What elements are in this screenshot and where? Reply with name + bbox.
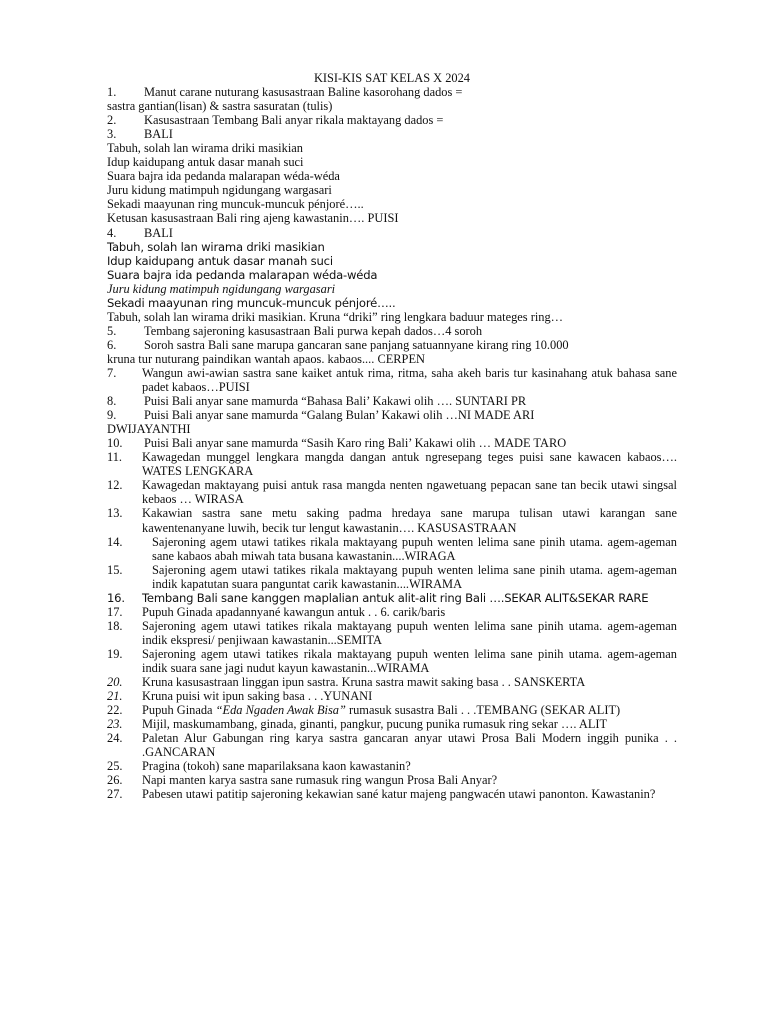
question-21 [107, 689, 677, 703]
question-number: 16. [107, 590, 125, 605]
question-number: 21. [107, 689, 123, 704]
question-number: 19. [107, 646, 123, 661]
question-27 [107, 787, 677, 801]
question-16 [107, 591, 677, 605]
answer-1: sastra gantian(lisan) & sastra sasuratan (tulis) [107, 99, 333, 114]
question-13 [107, 506, 677, 534]
question-17 [107, 605, 677, 619]
question-4 [107, 226, 677, 240]
question-text: Kruna kasusastraan linggan ipun sastra. Kruna sastra mawit saking basa . . SANSKERTA [142, 675, 586, 690]
question-23 [107, 717, 677, 731]
question-text: Puisi Bali anyar sane mamurda “Galang Bulan’ Kakawi olih …NI MADE ARI [144, 408, 535, 423]
question-text: Sajeroning agem utawi tatikes rikala maktayang pupuh wenten lelima sane pinih utama. agem-ageman indik suara sane jagi nudut kayun kawastanin...WIRAMA [142, 646, 677, 675]
question-number: 6. [107, 337, 117, 352]
question-12 [107, 478, 677, 506]
poem-line: Tabuh, solah lan wirama driki masikian [107, 239, 325, 254]
question-text: Pupuh Ginada apadannyané kawangun antuk . . 6. carik/baris [142, 604, 446, 619]
question-5 [107, 324, 677, 338]
question-9-continued: DWIJAYANTHI [107, 422, 191, 437]
poem-heading: BALI [144, 225, 173, 240]
question-text-end: rumasuk susastra Bali . . .TEMBANG (SEKAR ALIT) [345, 703, 621, 718]
poem-line: Sekadi maayunan ring muncuk-muncuk pénjoré….. [107, 197, 364, 212]
question-text: Paletan Alur Gabungan ring karya sastra gancaran anyar utawi Prosa Bali Modern inggih punika . . .GANCARAN [142, 731, 677, 760]
question-text: Pabesen utawi patitip sajeroning kekawian sané katur majeng pangwacén utawi panonton. Kawastanin? [142, 787, 656, 802]
question-number: 9. [107, 408, 117, 423]
question-number: 26. [107, 773, 123, 788]
question-24 [107, 731, 677, 759]
question-text: Puisi Bali anyar sane mamurda “Sasih Karo ring Bali’ Kakawi olih … MADE TARO [144, 436, 567, 451]
question-number: 20. [107, 675, 123, 690]
question-number: 24. [107, 731, 123, 746]
question-text: Soroh sastra Bali sane marupa gancaran sane panjang satuannyane kirang ring 10.000 [144, 337, 569, 352]
poem-line: Idup kaidupang antuk dasar manah suci [107, 253, 333, 268]
poem-line: Sekadi maayunan ring muncuk-muncuk pénjoré….. [107, 295, 396, 310]
question-text: Kruna puisi wit ipun saking basa . . .YUNANI [142, 689, 373, 704]
question-text: Kawagedan maktayang puisi antuk rasa mangda nenten ngawetuang pepacan sane tan becik utawi singsal kebaos … WIRASA [142, 478, 677, 507]
question-19 [107, 647, 677, 675]
question-8 [107, 394, 677, 408]
question-number: 10. [107, 436, 123, 451]
question-number: 13. [107, 506, 123, 521]
question-text: Wangun awi-awian sastra sane kaiket antuk rima, ritma, saha akeh baris tur kasinahang atuk bahasa sane padet kabaos…PUISI [142, 365, 677, 395]
question-3-prompt: Ketusan kasusastraan Bali ring ajeng kawastanin…. PUISI [107, 211, 399, 226]
question-15 [107, 563, 677, 591]
question-14 [107, 535, 677, 563]
question-number: 4. [107, 225, 117, 240]
question-10 [107, 436, 677, 450]
question-text: Pragina (tokoh) sane maparilaksana kaon kawastanin? [142, 759, 411, 774]
poem-line: Suara bajra ida pedanda malarapan wéda-wéda [107, 169, 340, 184]
question-number: 22. [107, 703, 123, 718]
poem-line: Idup kaidupang antuk dasar manah suci [107, 155, 304, 170]
question-number: 25. [107, 759, 123, 774]
question-text: Sajeroning agem utawi tatikes rikala maktayang pupuh wenten lelima sane pinih utama. agem-ageman sane kabaos abah miwah tata busana kawastanin....WIRAGA [152, 534, 677, 563]
question-number: 3. [107, 127, 117, 142]
question-18 [107, 619, 677, 647]
question-7 [107, 366, 677, 394]
question-6-continued: kruna tur nuturang paindikan wantah apaos. kabaos.... CERPEN [107, 351, 425, 366]
question-text: Tembang sajeroning kasusastraan Bali purwa kepah dados…4 soroh [144, 323, 483, 338]
question-text: Puisi Bali anyar sane mamurda “Bahasa Bali’ Kakawi olih …. SUNTARI PR [144, 394, 527, 409]
question-text: Kawagedan munggel lengkara mangda dangan antuk ngresepang teges puisi sane kawacen kabaos…. WATES LENGKARA [142, 450, 677, 479]
question-text: Mijil, maskumambang, ginada, ginanti, pangkur, pucung punika rumasuk ring sekar …. ALIT [142, 717, 608, 732]
question-number: 27. [107, 787, 123, 802]
question-3 [107, 127, 677, 141]
question-number: 11. [107, 450, 123, 465]
question-number: 5. [107, 323, 117, 338]
question-number: 12. [107, 478, 123, 493]
question-25 [107, 759, 677, 773]
question-1 [107, 85, 677, 99]
question-6 [107, 338, 677, 352]
question-text: Sajeroning agem utawi tatikes rikala maktayang pupuh wenten lelima sane pinih utama. agem-ageman indik ekspresi/ penjiwaan kawastanin...SEMITA [142, 618, 677, 647]
question-text: Manut carane nuturang kasusastraan Baline kasorohang dados = [144, 85, 463, 100]
question-26 [107, 773, 677, 787]
poem-line: Juru kidung matimpuh ngidungang wargasari [107, 281, 336, 296]
question-9 [107, 408, 677, 422]
question-number: 2. [107, 113, 117, 128]
question-text: Tembang Bali sane kanggen maplalian antuk alit-alit ring Bali ….SEKAR ALIT&SEKAR RARE [142, 590, 649, 605]
question-2 [107, 113, 677, 127]
question-number: 8. [107, 394, 117, 409]
question-number: 18. [107, 618, 123, 633]
question-4-prompt: Tabuh, solah lan wirama driki masikian. Kruna “driki” ring lengkara baduur mateges ring… [107, 309, 564, 324]
question-text: Kasusastraan Tembang Bali anyar rikala maktayang dados = [144, 113, 444, 128]
question-number: 17. [107, 604, 123, 619]
poem-line: Suara bajra ida pedanda malarapan wéda-wéda [107, 267, 378, 282]
question-text [142, 703, 677, 717]
question-number: 1. [107, 85, 117, 100]
question-text-start: Pupuh Ginada [142, 703, 216, 718]
poem-line: Tabuh, solah lan wirama driki masikian [107, 141, 303, 156]
document-body [107, 71, 677, 801]
poem-heading: BALI [144, 127, 173, 142]
question-number: 7. [107, 365, 117, 380]
question-text: Kakawian sastra sane metu saking padma hredaya sane marupa tulisan utawi karangan sane kawentenanyane luwih, becik tur lengut kawastanin…. KASUSASTRAAN [142, 506, 677, 535]
question-number: 14. [107, 534, 123, 549]
question-text: Sajeroning agem utawi tatikes rikala maktayang pupuh wenten lelima sane pinih utama. agem-ageman indik kapatutan suara panguntat carik kawastanin....WIRAMA [152, 562, 677, 591]
page-title: KISI-KIS SAT KELAS X 2024 [313, 71, 471, 85]
poem-line: Juru kidung matimpuh ngidungang wargasari [107, 183, 332, 198]
question-22 [107, 703, 677, 717]
question-text: Napi manten karya sastra sane rumasuk ring wangun Prosa Bali Anyar? [142, 773, 498, 788]
question-11 [107, 450, 677, 478]
question-20 [107, 675, 677, 689]
question-number: 23. [107, 717, 123, 732]
question-number: 15. [107, 562, 123, 577]
song-title: “Eda Ngaden Awak Bisa” [215, 703, 346, 718]
